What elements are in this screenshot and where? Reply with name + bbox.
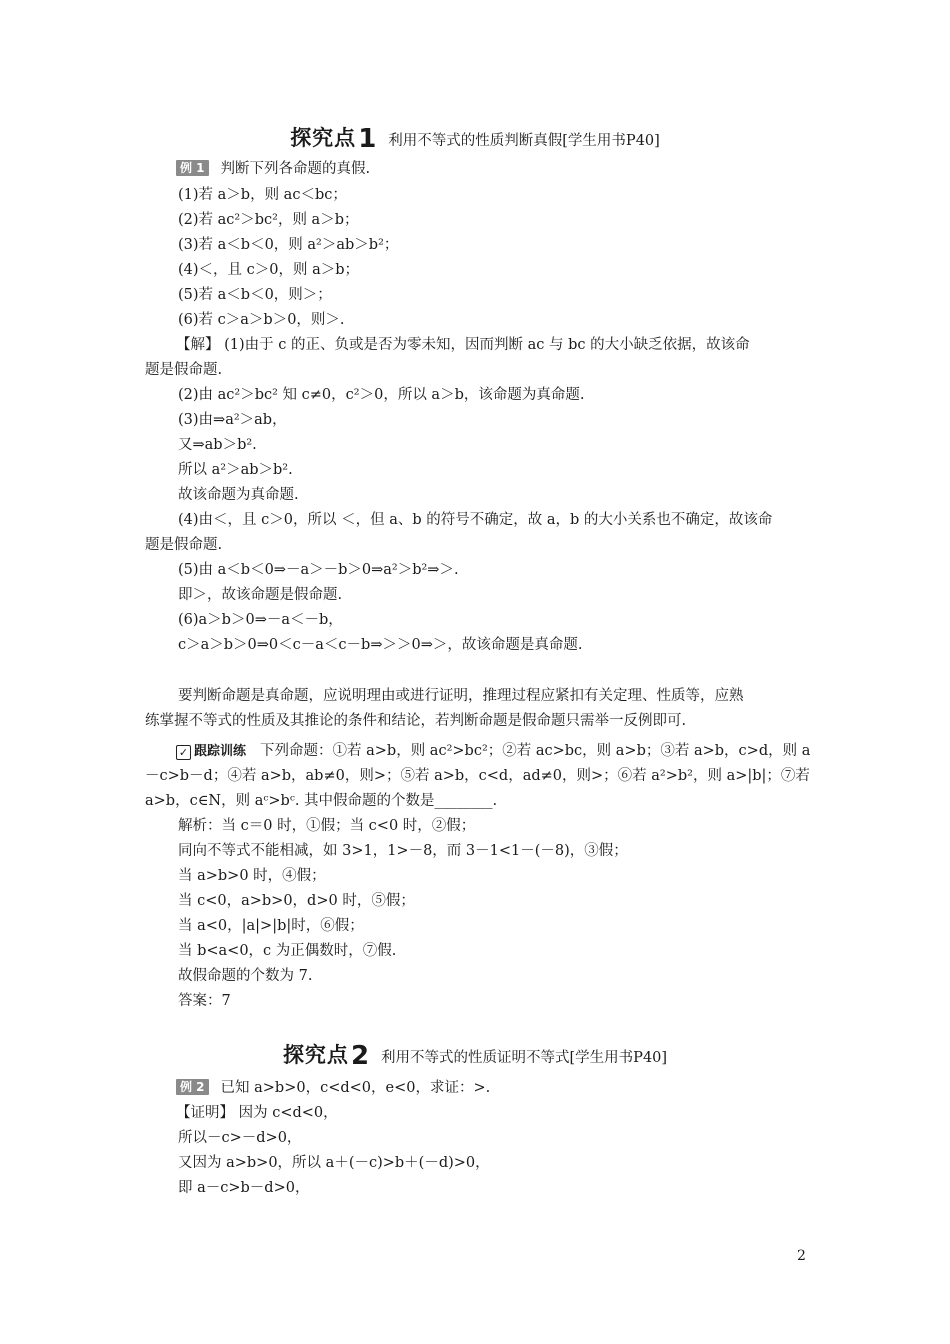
solution-line: 又⇒ab＞b². — [178, 437, 257, 453]
section-heading-2 — [0, 1039, 950, 1071]
section-number: 2 — [350, 1041, 370, 1071]
tracking-label: ✓ 跟踪训练 — [176, 742, 246, 762]
tracking-question: 下列命题：①若 a>b，则 ac²>bc²；②若 ac>bc，则 a>b；③若 a>b，c>d，则 a — [260, 743, 811, 759]
section-title-big: 探究点 — [282, 1043, 349, 1067]
example-item: (6)若 c＞a＞b＞0，则＞. — [178, 312, 345, 328]
example-item: (5)若 a＜b＜0，则＞； — [178, 287, 332, 303]
analysis-line: 故假命题的个数为 7. — [178, 968, 313, 984]
solution-line: (5)由 a＜b＜0⇒－a＞－b＞0⇒a²＞b²⇒＞. — [178, 562, 459, 578]
solution-line: 题是假命题. — [145, 537, 223, 553]
example-prompt: 已知 a>b>0，c<d<0，e<0，求证：>. — [220, 1080, 491, 1096]
tracking-question: a>b，c∈N，则 aᶜ>bᶜ. 其中假命题的个数是________. — [145, 793, 498, 809]
analysis-line: 当 a>b>0 时，④假； — [178, 868, 326, 884]
example-badge: 例 1 — [176, 160, 209, 176]
example-item: (1)若 a＞b，则 ac＜bc； — [178, 187, 347, 203]
tracking-question: －c>b－d；④若 a>b，ab≠0，则>；⑤若 a>b，c<d，ad≠0，则>；⑥若 a²>b²，则 a>|b|；⑦若 — [145, 768, 810, 784]
example-item: (4)＜，且 c＞0，则 a＞b； — [178, 262, 360, 278]
proof-line: 即 a－c>b－d>0， — [178, 1180, 310, 1196]
example-1-prompt-line — [176, 159, 370, 179]
section-heading-1 — [0, 122, 950, 154]
analysis-line: 当 a<0，|a|>|b|时，⑥假； — [178, 918, 364, 934]
method-note-line: 要判断命题是真命题，应说明理由或进行证明，推理过程应紧扣有关定理、性质等，应熟 — [178, 688, 744, 704]
solution-line: 即＞，故该命题是假命题. — [178, 587, 343, 603]
analysis-line: 解析：当 c＝0 时，①假；当 c<0 时，②假； — [178, 818, 476, 834]
example-2-prompt-line — [176, 1078, 490, 1098]
analysis-line: 同向不等式不能相减，如 3>1，1>－8，而 3－1<1－(－8)，③假； — [178, 843, 628, 859]
analysis-line: 当 c<0，a>b>0，d>0 时，⑤假； — [178, 893, 415, 909]
example-badge: 例 2 — [176, 1079, 209, 1095]
section-subtitle: 利用不等式的性质证明不等式[学生用书P40] — [381, 1050, 668, 1066]
method-note-line: 练掌握不等式的性质及其推论的条件和结论，若判断命题是假命题只需举一反例即可. — [145, 713, 687, 729]
example-item: (3)若 a＜b＜0，则 a²＞ab＞b²； — [178, 237, 399, 253]
section-subtitle: 利用不等式的性质判断真假[学生用书P40] — [388, 133, 660, 149]
answer-line: 答案：7 — [178, 993, 231, 1009]
solution-line: 题是假命题. — [145, 362, 223, 378]
proof-line: 所以－c>－d>0， — [178, 1130, 302, 1146]
proof-line: 又因为 a>b>0，所以 a＋(－c)>b＋(－d)>0， — [178, 1155, 490, 1171]
tracking-exercise-line — [176, 741, 810, 762]
solution-line: 故该命题为真命题. — [178, 487, 299, 503]
section-number: 1 — [358, 124, 377, 154]
proof-line: 【证明】 因为 c<d<0， — [176, 1105, 338, 1121]
example-item: (2)若 ac²＞bc²，则 a＞b； — [178, 212, 359, 228]
example-prompt: 判断下列各命题的真假. — [220, 161, 371, 177]
solution-line: (2)由 ac²＞bc² 知 c≠0，c²＞0，所以 a＞b，该命题为真命题. — [178, 387, 585, 403]
solution-line: (4)由＜，且 c＞0，所以 ＜，但 a、b 的符号不确定，故 a，b 的大小关系也不确定，故该命 — [178, 512, 773, 528]
solution-line: (6)a＞b＞0⇒－a＜－b， — [178, 612, 343, 628]
analysis-line: 当 b<a<0，c 为正偶数时，⑦假. — [178, 943, 397, 959]
checkmark-icon: ✓ — [176, 745, 191, 760]
solution-line: 【解】 (1)由于 c 的正、负或是否为零未知，因而判断 ac 与 bc 的大小缺乏依据，故该命 — [176, 337, 750, 353]
solution-line: 所以 a²＞ab＞b². — [178, 462, 293, 478]
section-title-big: 探究点 — [290, 126, 357, 150]
page-number: 2 — [797, 1248, 806, 1264]
solution-line: (3)由⇒a²＞ab， — [178, 412, 287, 428]
solution-line: c＞a＞b＞0⇒0＜c－a＜c－b⇒＞＞0⇒＞，故该命题是真命题. — [178, 637, 583, 653]
